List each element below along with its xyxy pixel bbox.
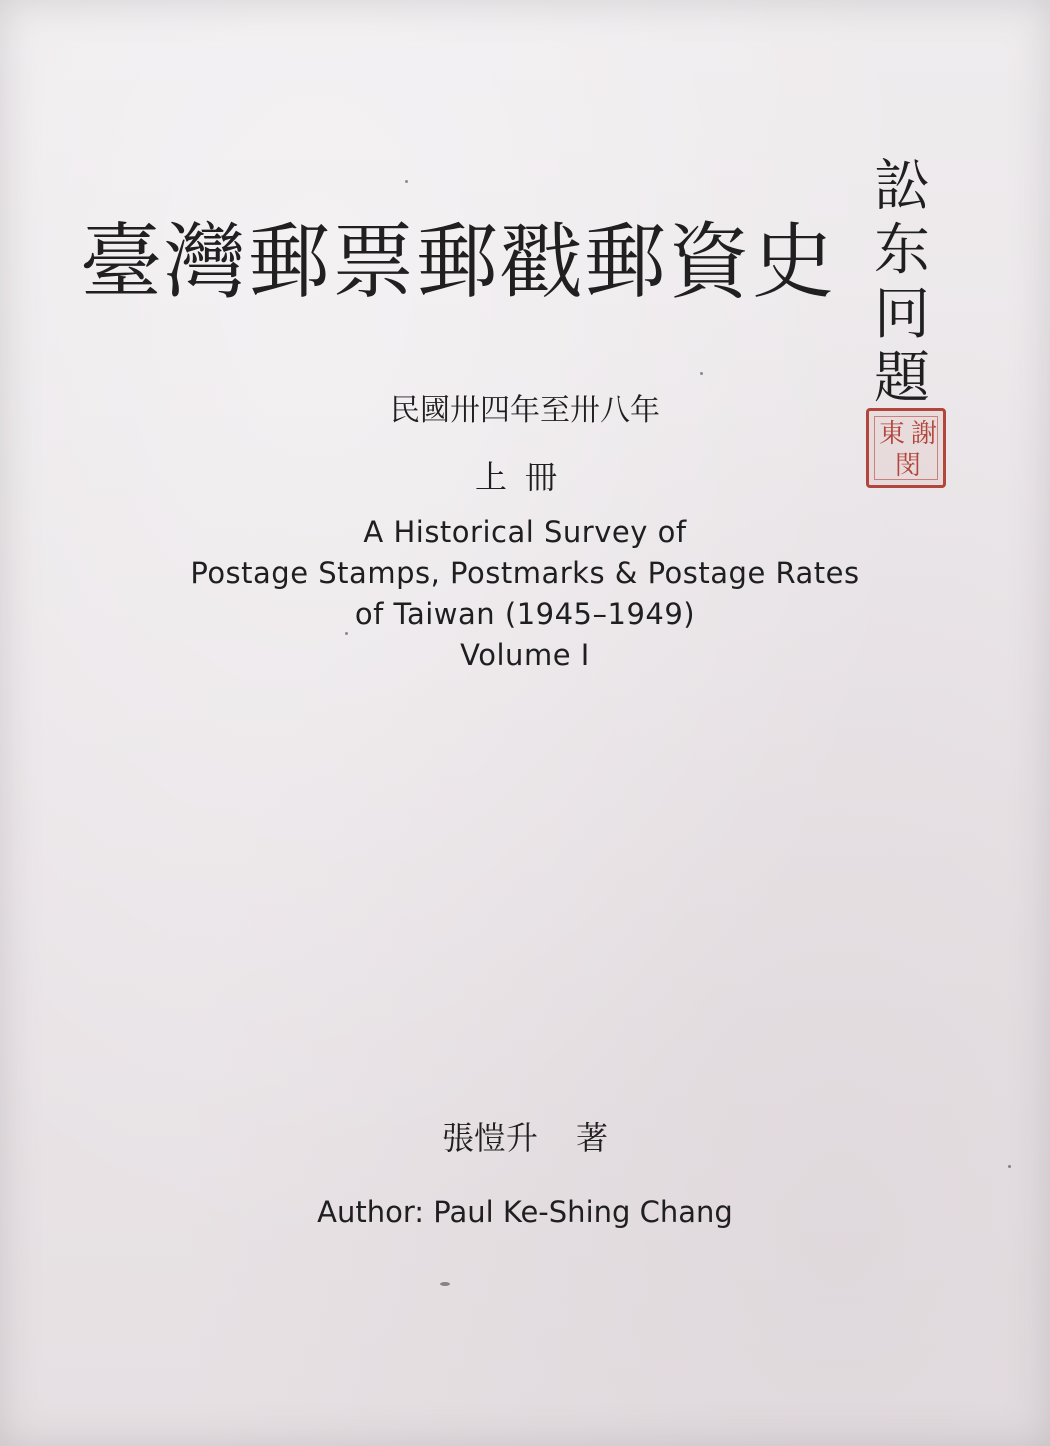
seal-char: 東 bbox=[879, 419, 906, 449]
seal-char: 閔 bbox=[895, 451, 922, 481]
inscription-char: 題 bbox=[874, 346, 930, 411]
inscription-char: 冋 bbox=[874, 282, 930, 347]
author-chinese bbox=[0, 1113, 1050, 1159]
author-mark-zh: 著 bbox=[576, 1119, 609, 1157]
english-title-line: Postage Stamps, Postmarks & Postage Rates bbox=[190, 556, 860, 590]
inscription-char: 东 bbox=[874, 218, 930, 283]
paper-speck bbox=[345, 632, 348, 635]
inscription-char: 訟 bbox=[874, 154, 930, 219]
english-title-line: of Taiwan (1945–1949) bbox=[354, 597, 696, 631]
paper-speck bbox=[1008, 1165, 1011, 1168]
english-volume-line: Volume I bbox=[460, 638, 590, 672]
paper-speck bbox=[700, 372, 703, 375]
author-english: Author: Paul Ke-Shing Chang bbox=[317, 1195, 733, 1229]
volume-subtitle-zh: 上冊 bbox=[474, 458, 575, 496]
years-subtitle: 民國卅四年至卅八年 bbox=[390, 393, 660, 428]
chinese-title: 臺灣郵票郵戳郵資史 bbox=[80, 215, 837, 310]
calligraphy-inscription bbox=[862, 155, 942, 411]
author-name-zh: 張愷升 bbox=[441, 1119, 538, 1157]
english-title-line: A Historical Survey of bbox=[363, 515, 687, 549]
paper-speck bbox=[440, 1282, 450, 1286]
english-title bbox=[0, 512, 1050, 676]
seal-char: 謝 bbox=[911, 419, 938, 449]
paper-speck bbox=[405, 180, 408, 183]
